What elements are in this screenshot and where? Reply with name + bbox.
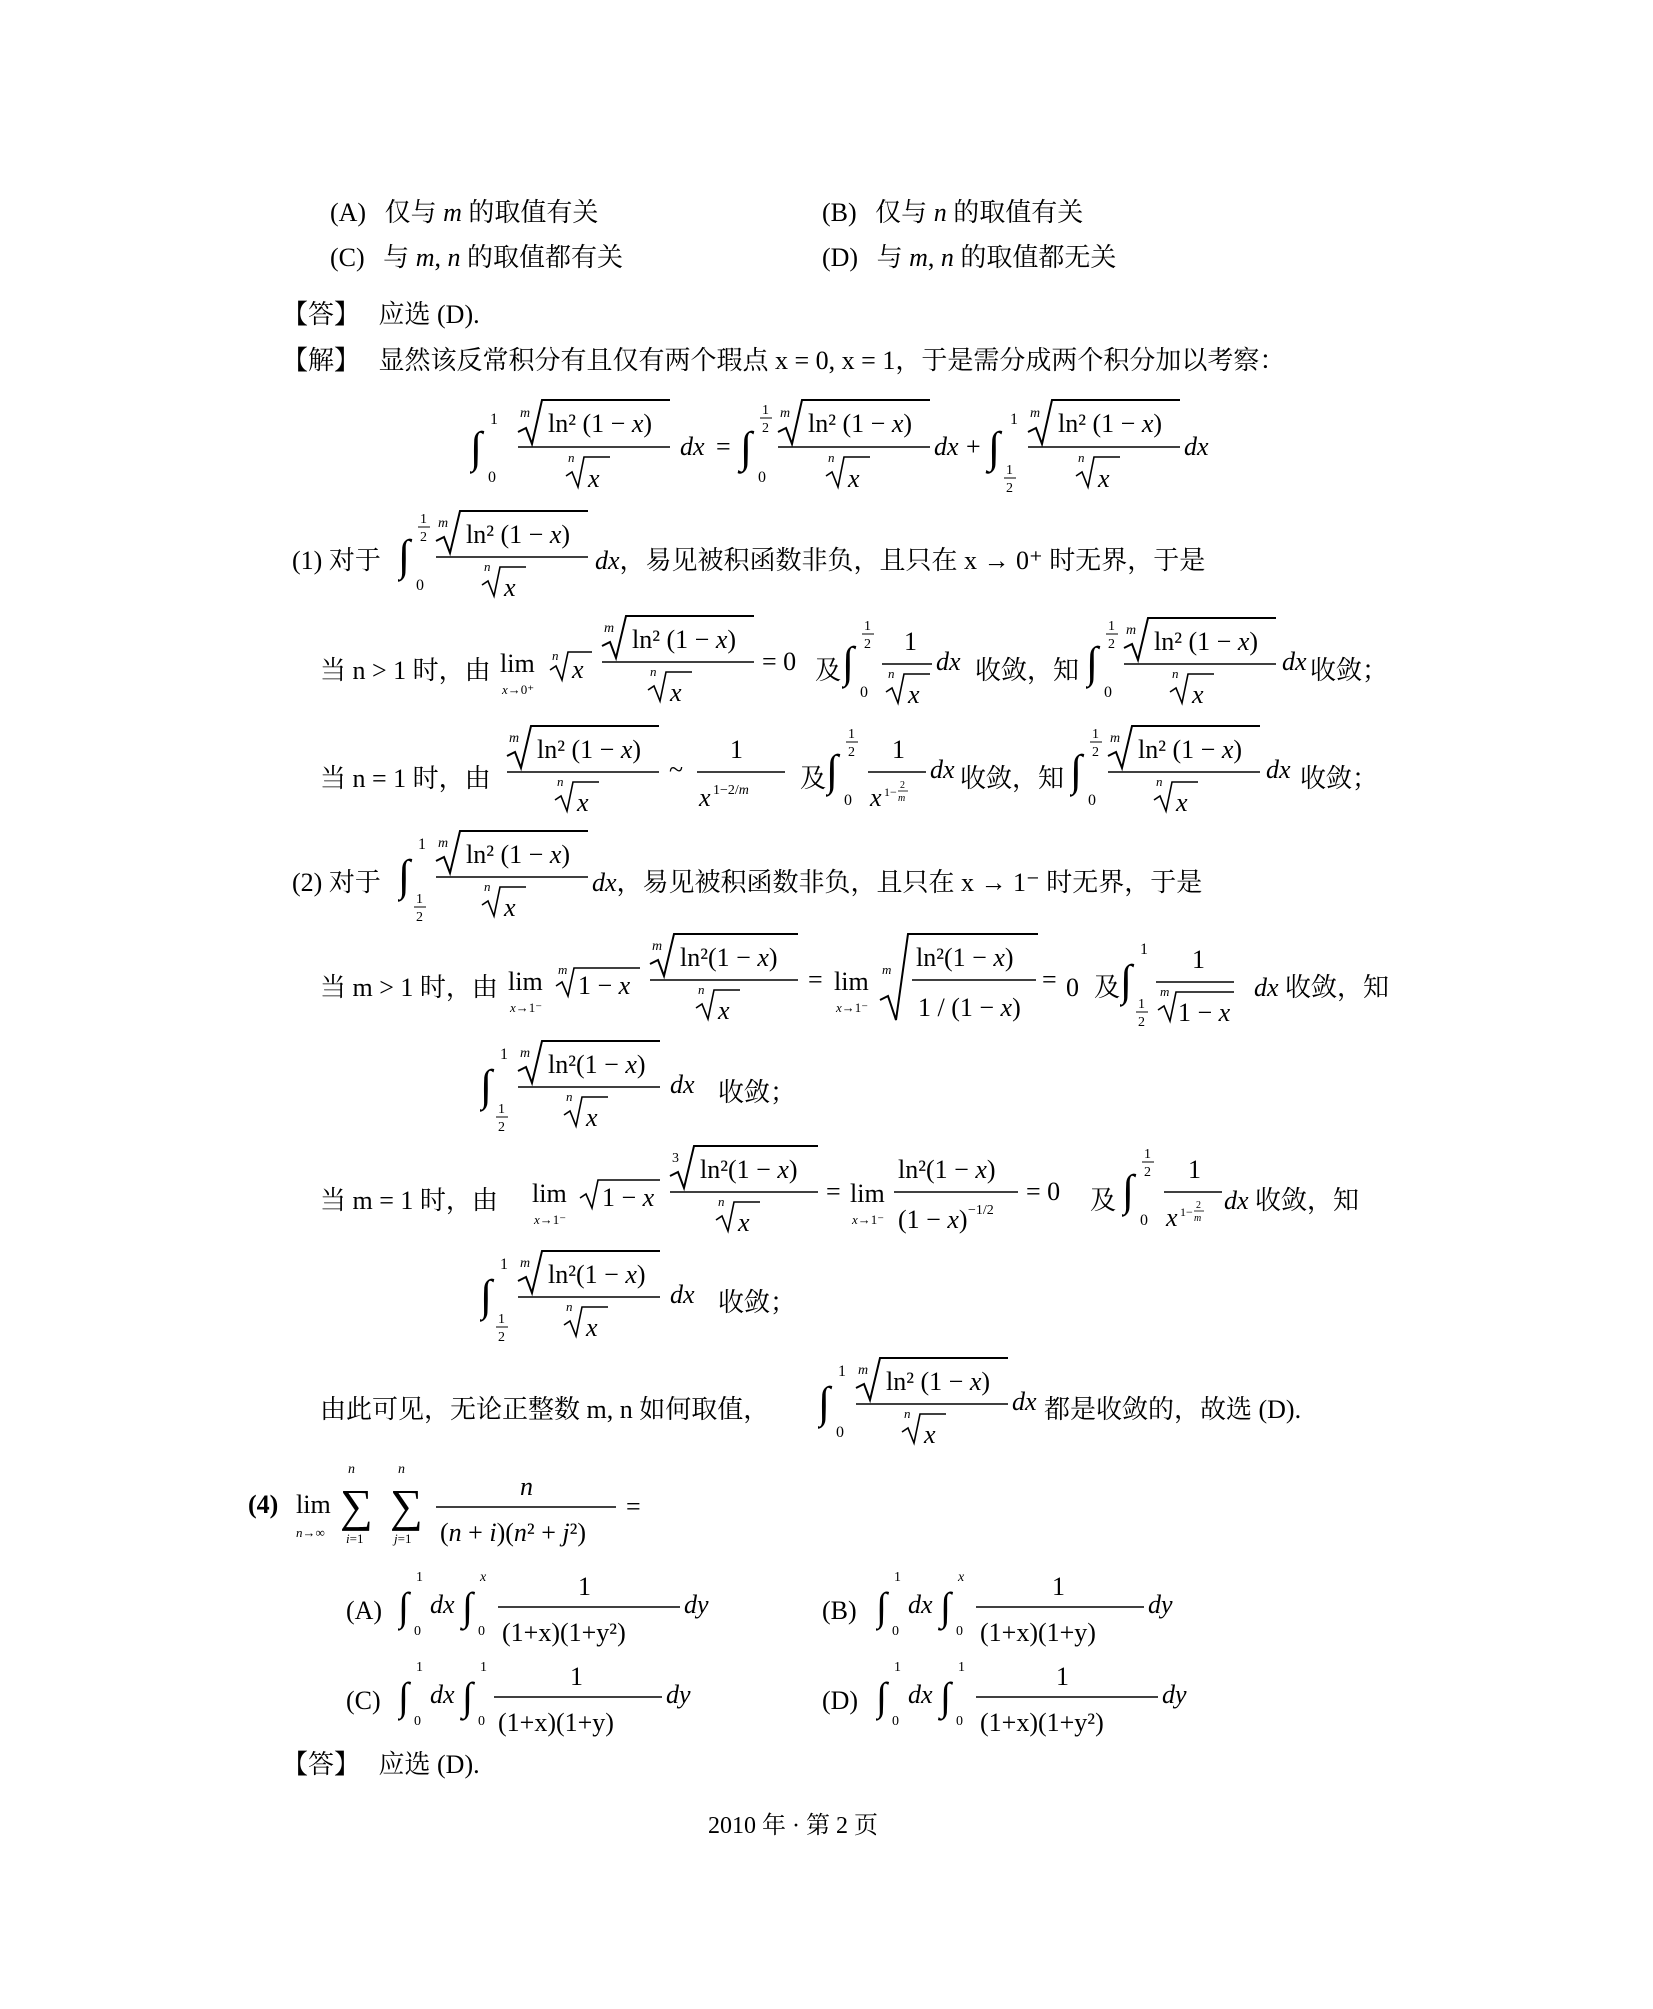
svg-text:m: m [858, 1363, 869, 1378]
q4-option-a-formula [398, 1555, 738, 1655]
svg-text:1: 1 [892, 735, 905, 764]
svg-text:∑: ∑ [340, 1480, 373, 1531]
part2-case-b-result [480, 1245, 710, 1350]
svg-text:3: 3 [672, 1151, 679, 1166]
svg-text:m: m [604, 621, 615, 636]
svg-text:1: 1 [894, 1660, 901, 1675]
svg-text:ln²(1 − x): ln²(1 − x) [548, 1260, 646, 1289]
svg-text:ln² (1 − x): ln² (1 − x) [1058, 409, 1163, 438]
svg-text:1: 1 [904, 627, 917, 656]
part2-case-b-limit [532, 1140, 1062, 1240]
svg-text:1: 1 [1138, 997, 1145, 1012]
svg-text:n: n [398, 1462, 405, 1477]
svg-text:0: 0 [478, 1714, 485, 1729]
q3-answer: 【答】 应选 (D). [282, 300, 480, 330]
svg-text:2: 2 [416, 910, 423, 925]
svg-text:dy: dy [684, 1590, 709, 1619]
svg-text:m: m [438, 516, 449, 531]
svg-text:∫: ∫ [398, 1584, 409, 1629]
svg-text:= 0: = 0 [762, 647, 797, 676]
svg-text:1 / (1 − x): 1 / (1 − x) [918, 993, 1021, 1022]
part2-case-a-compare [1120, 930, 1255, 1030]
svg-text:ln²(1 − x): ln²(1 − x) [700, 1155, 798, 1184]
page-footer: 2010 年 · 第 2 页 [708, 1813, 878, 1839]
svg-text:x: x [870, 783, 882, 812]
svg-text:1: 1 [838, 1363, 846, 1380]
q3-option-a: (A) 仅与 m 的取值有关 [330, 198, 599, 227]
svg-text:x: x [504, 893, 516, 922]
svg-text:x: x [1176, 788, 1188, 817]
svg-text:ln²(1 − x): ln²(1 − x) [898, 1155, 996, 1184]
svg-text:∫: ∫ [1086, 638, 1099, 687]
svg-text:x: x [848, 464, 860, 493]
svg-text:n: n [650, 664, 657, 679]
svg-text:(1+x)(1+y²): (1+x)(1+y²) [502, 1618, 626, 1647]
svg-text:ln² (1 − x): ln² (1 − x) [808, 409, 913, 438]
svg-text:lim: lim [296, 1490, 331, 1519]
part1-case-b-asymptotic [505, 720, 795, 820]
svg-text:∫: ∫ [1120, 956, 1133, 1005]
svg-text:0: 0 [956, 1714, 963, 1729]
part1-case-b-end: 收敛； [1300, 764, 1379, 793]
part2-case-a-end: 收敛； [718, 1078, 797, 1107]
svg-text:n: n [557, 774, 564, 789]
svg-text:dx: dx [1012, 1387, 1037, 1416]
part1-case-a-compare [842, 612, 962, 712]
svg-text:ln² (1 − x): ln² (1 − x) [1138, 735, 1243, 764]
svg-text:0: 0 [1088, 792, 1096, 809]
svg-text:x: x [958, 1570, 965, 1585]
svg-text:0: 0 [416, 577, 424, 594]
svg-text:2: 2 [848, 745, 855, 760]
svg-text:∫: ∫ [940, 1674, 951, 1719]
svg-text:∫: ∫ [462, 1584, 473, 1629]
part1-case-b-converge: 收敛，知 [960, 764, 1065, 793]
svg-text:x→0⁺: x→0⁺ [502, 682, 535, 697]
svg-text:n: n [520, 1472, 533, 1501]
svg-text:x: x [670, 678, 682, 707]
svg-text:dx: dx [1184, 432, 1209, 461]
svg-text:= 0: = 0 [1026, 1177, 1061, 1206]
svg-text:1: 1 [1108, 619, 1115, 634]
svg-text:1: 1 [480, 1660, 487, 1675]
svg-text:1: 1 [570, 1662, 583, 1691]
svg-text:1: 1 [498, 1102, 505, 1117]
svg-text:2: 2 [1196, 1200, 1201, 1211]
svg-text:1: 1 [498, 1312, 505, 1327]
svg-text:m: m [1030, 406, 1041, 421]
svg-text:1: 1 [730, 735, 743, 764]
svg-text:1: 1 [894, 1570, 901, 1585]
svg-text:m: m [520, 406, 531, 421]
q4-option-a-letter: (A) [346, 1596, 383, 1625]
svg-text:1−: 1− [1180, 1205, 1193, 1219]
svg-text:n: n [1156, 774, 1163, 789]
svg-text:n: n [828, 450, 835, 465]
part2-case-a-and: 及 [1094, 973, 1121, 1002]
part2-case-b-end: 收敛； [718, 1288, 797, 1317]
svg-text:ln² (1 − x): ln² (1 − x) [1154, 627, 1259, 656]
svg-text:m: m [1160, 984, 1170, 999]
svg-text:lim: lim [850, 1179, 885, 1208]
svg-text:lim: lim [508, 967, 543, 996]
svg-text:1: 1 [1052, 1572, 1065, 1601]
svg-text:dx: dx [670, 1070, 695, 1099]
svg-text:∫: ∫ [1122, 1166, 1135, 1215]
svg-text:ln² (1 − x): ln² (1 − x) [466, 840, 571, 869]
part1-suffix: dx，易见被积函数非负，且只在 x → 0⁺ 时无界，于是 [595, 546, 1206, 575]
svg-text:ln² (1 − x): ln² (1 − x) [632, 625, 737, 654]
part2-integral [398, 825, 598, 930]
part1-case-a-converge: 收敛，知 [975, 656, 1080, 685]
svg-text:1: 1 [416, 1660, 423, 1675]
svg-text:ln² (1 − x): ln² (1 − x) [537, 735, 642, 764]
part2-case-b-and: 及 [1090, 1186, 1117, 1215]
part1-case-b-compare [826, 720, 956, 820]
svg-text:x: x [586, 1103, 598, 1132]
svg-text:1: 1 [416, 892, 423, 907]
svg-text:1: 1 [1006, 463, 1013, 478]
svg-text:m: m [520, 1256, 531, 1271]
svg-text:x: x [504, 573, 516, 602]
svg-text:x: x [577, 788, 589, 817]
svg-text:∫: ∫ [826, 746, 839, 795]
svg-text:0: 0 [478, 1624, 485, 1639]
svg-text:x→1⁻: x→1⁻ [510, 1000, 543, 1015]
svg-text:0: 0 [844, 792, 852, 809]
svg-text:0: 0 [1104, 684, 1112, 701]
part2-case-a-converge: dx 收敛，知 [1254, 973, 1390, 1002]
svg-text:ln² (1 − x): ln² (1 − x) [548, 409, 653, 438]
svg-text:1: 1 [762, 403, 769, 418]
svg-text:lim: lim [532, 1179, 567, 1208]
svg-text:(1+x)(1+y²): (1+x)(1+y²) [980, 1708, 1104, 1737]
q4-expression [296, 1455, 676, 1555]
svg-text:1 − x: 1 − x [602, 1183, 655, 1212]
svg-text:n→∞: n→∞ [296, 1525, 325, 1540]
svg-text:ln² (1 − x): ln² (1 − x) [886, 1367, 991, 1396]
svg-text:n: n [484, 879, 491, 894]
part1-prefix: (1) 对于 [292, 546, 381, 575]
svg-text:n: n [348, 1462, 355, 1477]
svg-text:dy: dy [1162, 1680, 1187, 1709]
svg-text:dy: dy [1148, 1590, 1173, 1619]
svg-text:n: n [904, 1406, 911, 1421]
svg-text:=: = [716, 432, 731, 461]
svg-text:2: 2 [1092, 745, 1099, 760]
q4-option-c-formula [398, 1645, 738, 1745]
split-integral-equation [470, 392, 1230, 502]
part2-case-b-when: 当 m = 1 时，由 [320, 1186, 498, 1215]
svg-text:n: n [698, 982, 705, 997]
q4-option-d-formula [876, 1645, 1216, 1745]
svg-text:dx: dx [1282, 647, 1307, 676]
svg-text:lim: lim [834, 967, 869, 996]
part1-case-b-when: 当 n = 1 时，由 [320, 764, 491, 793]
svg-text:(1+x)(1+y): (1+x)(1+y) [980, 1618, 1096, 1647]
svg-text:1: 1 [500, 1256, 508, 1273]
part2-suffix: dx，易见被积函数非负，且只在 x → 1⁻ 时无界，于是 [592, 868, 1203, 897]
svg-text:+: + [966, 432, 981, 461]
svg-text:n: n [888, 666, 895, 681]
svg-text:1: 1 [1010, 411, 1018, 428]
svg-text:1 − x: 1 − x [578, 971, 631, 1000]
svg-text:2: 2 [1138, 1015, 1145, 1030]
conclusion-integral [818, 1352, 1058, 1452]
conclusion-prefix: 由此可见，无论正整数 m, n 如何取值， [320, 1395, 770, 1424]
svg-text:0: 0 [956, 1624, 963, 1639]
svg-text:x: x [908, 680, 920, 709]
svg-text:0: 0 [488, 469, 496, 486]
svg-text:m: m [1110, 731, 1121, 746]
svg-text:n: n [566, 1299, 573, 1314]
svg-text:x: x [1192, 680, 1204, 709]
svg-text:ln²(1 − x): ln²(1 − x) [916, 943, 1014, 972]
part1-case-a-when: 当 n > 1 时，由 [320, 656, 491, 685]
svg-text:∑: ∑ [390, 1480, 423, 1531]
svg-text:(1 − x): (1 − x) [898, 1205, 968, 1234]
svg-text:0: 0 [892, 1624, 899, 1639]
svg-text:2: 2 [420, 530, 427, 545]
q3-solution-intro: 【解】 显然该反常积分有且仅有两个瑕点 x = 0, x = 1，于是需分成两个积分加以考察： [282, 346, 1286, 376]
svg-text:0: 0 [414, 1624, 421, 1639]
svg-text:x→1⁻: x→1⁻ [836, 1000, 869, 1015]
svg-text:1: 1 [1188, 1155, 1201, 1184]
svg-text:dx: dx [936, 647, 961, 676]
svg-text:1−: 1− [884, 785, 897, 799]
q4-option-d-letter: (D) [822, 1686, 859, 1715]
svg-text:∫: ∫ [462, 1674, 473, 1719]
svg-text:∫: ∫ [876, 1584, 887, 1629]
svg-text:0: 0 [836, 1424, 844, 1441]
svg-text:x: x [699, 783, 711, 812]
svg-text:1−2/m: 1−2/m [713, 783, 749, 798]
svg-text:x→1⁻: x→1⁻ [852, 1212, 885, 1227]
q3-option-c: (C) 与 m, n 的取值都有关 [330, 243, 623, 272]
svg-text:n: n [1172, 666, 1179, 681]
svg-text:(1+x)(1+y): (1+x)(1+y) [498, 1708, 614, 1737]
svg-text:2: 2 [1108, 637, 1115, 652]
q3-option-b: (B) 仅与 n 的取值有关 [822, 198, 1084, 227]
svg-text:1: 1 [958, 1660, 965, 1675]
svg-text:dx: dx [670, 1280, 695, 1309]
svg-text:m: m [1194, 1213, 1202, 1224]
svg-text:2: 2 [498, 1120, 505, 1135]
svg-text:1: 1 [1092, 727, 1099, 742]
svg-text:1: 1 [490, 411, 498, 428]
svg-text:m: m [438, 836, 449, 851]
svg-text:(n + i)(n² + j²): (n + i)(n² + j²) [440, 1518, 587, 1547]
svg-text:∫: ∫ [480, 1271, 493, 1320]
svg-text:x: x [718, 996, 730, 1025]
svg-text:ln² (1 − x): ln² (1 − x) [466, 520, 571, 549]
svg-text:∫: ∫ [480, 1061, 493, 1110]
q4-option-c-letter: (C) [346, 1686, 381, 1715]
svg-text:n: n [484, 559, 491, 574]
svg-text:∫: ∫ [842, 638, 855, 687]
svg-text:m: m [652, 939, 663, 954]
svg-text:n: n [718, 1194, 725, 1209]
svg-text:0: 0 [758, 469, 766, 486]
svg-text:dx: dx [930, 755, 955, 784]
svg-text:2: 2 [498, 1330, 505, 1345]
svg-text:dx: dx [1266, 755, 1291, 784]
q3-option-d: (D) 与 m, n 的取值都无关 [822, 243, 1117, 272]
svg-text:i=1: i=1 [346, 1531, 364, 1546]
svg-text:~: ~ [669, 755, 684, 784]
svg-text:x: x [572, 655, 584, 684]
svg-text:m: m [898, 793, 906, 804]
svg-text:2: 2 [900, 780, 905, 791]
svg-text:n: n [552, 648, 559, 663]
svg-text:2: 2 [762, 421, 769, 436]
svg-text:−1/2: −1/2 [968, 1203, 994, 1218]
q4-option-b-letter: (B) [822, 1596, 857, 1625]
svg-text:1 − x: 1 − x [1178, 998, 1231, 1027]
svg-text:1: 1 [578, 1572, 591, 1601]
svg-text:j=1: j=1 [394, 1531, 412, 1546]
svg-text:m: m [780, 406, 791, 421]
svg-text:2: 2 [1006, 481, 1013, 496]
svg-text:dx: dx [908, 1680, 933, 1709]
svg-text:0: 0 [860, 684, 868, 701]
svg-text:dx: dx [430, 1590, 455, 1619]
svg-text:=: = [626, 1492, 641, 1521]
part2-case-a-zero: 0 [1066, 973, 1079, 1002]
svg-text:0: 0 [414, 1714, 421, 1729]
svg-text:1: 1 [1144, 1147, 1151, 1162]
part2-prefix: (2) 对于 [292, 868, 381, 897]
svg-text:1: 1 [500, 1046, 508, 1063]
svg-text:=: = [808, 965, 823, 994]
part2-case-a-when: 当 m > 1 时，由 [320, 973, 498, 1002]
svg-text:=: = [826, 1177, 841, 1206]
svg-text:lim: lim [500, 649, 535, 678]
svg-text:∫: ∫ [988, 423, 1001, 472]
svg-text:ln²(1 − x): ln²(1 − x) [548, 1050, 646, 1079]
svg-text:∫: ∫ [740, 423, 753, 472]
svg-text:m: m [558, 962, 568, 977]
part1-case-a-end: 收敛； [1310, 656, 1389, 685]
svg-text:0: 0 [1140, 1212, 1148, 1229]
q4-number: (4) [248, 1490, 279, 1519]
svg-text:x: x [588, 464, 600, 493]
svg-text:1: 1 [848, 727, 855, 742]
svg-text:ln²(1 − x): ln²(1 − x) [680, 943, 778, 972]
svg-text:x: x [1166, 1203, 1178, 1232]
svg-text:1: 1 [1056, 1662, 1069, 1691]
svg-text:x: x [480, 1570, 487, 1585]
svg-text:1: 1 [1192, 945, 1205, 974]
svg-text:∫: ∫ [470, 423, 483, 472]
q4-option-b-formula [876, 1555, 1216, 1655]
svg-text:n: n [566, 1089, 573, 1104]
svg-text:dx: dx [908, 1590, 933, 1619]
svg-text:∫: ∫ [876, 1674, 887, 1719]
conclusion-suffix: 都是收敛的，故选 (D). [1044, 1395, 1302, 1424]
part1-case-a-and: 及 [815, 656, 842, 685]
svg-text:x→1⁻: x→1⁻ [534, 1212, 567, 1227]
svg-text:dx: dx [680, 432, 705, 461]
part1-case-a-limit [500, 612, 800, 712]
svg-text:m: m [882, 962, 892, 977]
svg-text:∫: ∫ [398, 851, 411, 900]
svg-text:∫: ∫ [818, 1378, 831, 1427]
part1-case-b-and: 及 [800, 764, 827, 793]
svg-text:1: 1 [418, 836, 426, 853]
svg-text:m: m [509, 731, 520, 746]
svg-text:m: m [520, 1046, 531, 1061]
svg-text:x: x [1098, 464, 1110, 493]
svg-text:n: n [568, 450, 575, 465]
svg-text:2: 2 [1144, 1165, 1151, 1180]
part1-case-a-result [1086, 612, 1326, 712]
part2-case-a-limit [508, 930, 1068, 1030]
svg-text:∫: ∫ [1070, 746, 1083, 795]
svg-text:1: 1 [864, 619, 871, 634]
part2-case-b-converge: dx 收敛，知 [1224, 1186, 1360, 1215]
svg-text:0: 0 [892, 1714, 899, 1729]
svg-text:x: x [738, 1208, 750, 1237]
svg-text:m: m [1126, 623, 1137, 638]
svg-text:∫: ∫ [398, 531, 411, 580]
svg-text:∫: ∫ [940, 1584, 951, 1629]
part1-integral [398, 505, 608, 605]
svg-text:n: n [1078, 450, 1085, 465]
svg-text:dx: dx [934, 432, 959, 461]
svg-text:1: 1 [1140, 941, 1148, 958]
part2-case-a-result [480, 1035, 710, 1140]
svg-text:∫: ∫ [398, 1674, 409, 1719]
svg-text:x: x [586, 1313, 598, 1342]
svg-text:1: 1 [420, 512, 427, 527]
part1-case-b-result [1070, 720, 1310, 820]
svg-text:=: = [1042, 965, 1057, 994]
svg-text:2: 2 [864, 637, 871, 652]
svg-text:x: x [924, 1420, 936, 1449]
svg-text:dy: dy [666, 1680, 691, 1709]
svg-text:dx: dx [430, 1680, 455, 1709]
q4-answer: 【答】 应选 (D). [282, 1750, 480, 1780]
svg-text:1: 1 [416, 1570, 423, 1585]
